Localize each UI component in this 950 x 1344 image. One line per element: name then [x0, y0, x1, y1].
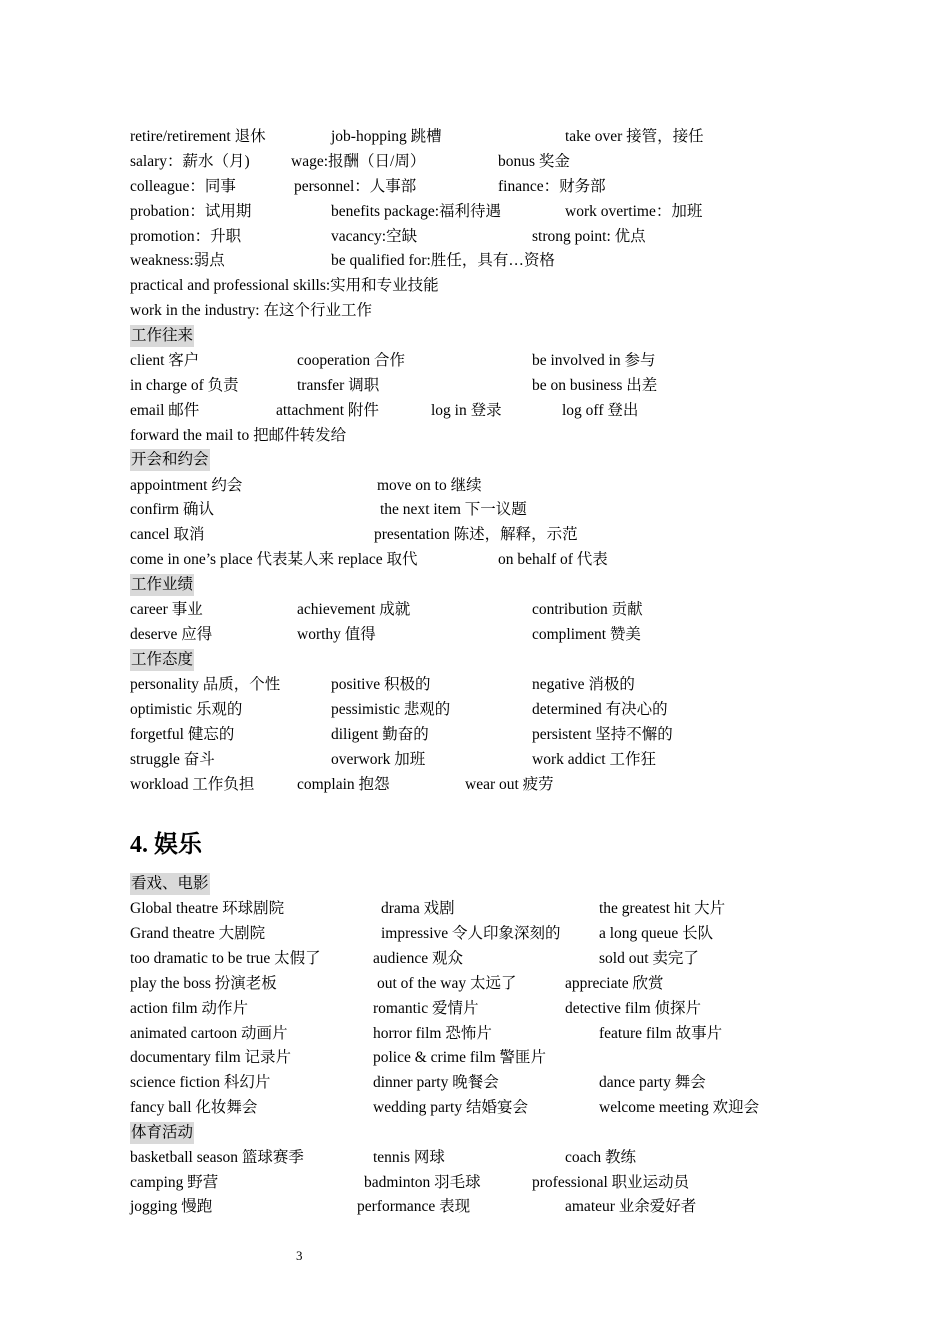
- vocab-row: [0, 298, 950, 323]
- vocab-entry: impressive 令人印象深刻的: [381, 925, 561, 942]
- vocab-entry: be qualified for:胜任，具有…资格: [331, 252, 555, 269]
- vocab-row: [0, 1194, 950, 1219]
- vocab-row: [0, 946, 950, 971]
- vocab-entry: Grand theatre 大剧院: [130, 925, 266, 942]
- vocab-entry: retire/retirement 退休: [130, 128, 266, 145]
- vocab-entry: jogging 慢跑: [130, 1198, 213, 1215]
- vocab-entry: be involved in 参与: [532, 352, 656, 369]
- vocab-entry: vacancy:空缺: [331, 228, 418, 245]
- vocab-entry: badminton 羽毛球: [364, 1174, 481, 1191]
- vocab-entry: personality 品质，个性: [130, 676, 281, 693]
- vocab-entry: email 邮件: [130, 402, 200, 419]
- vocab-entry: basketball season 篮球赛季: [130, 1149, 304, 1166]
- vocab-entry: the next item 下一议题: [380, 501, 527, 518]
- vocab-entry: animated cartoon 动画片: [130, 1025, 288, 1042]
- vocab-entry: move on to 继续: [377, 477, 482, 494]
- vocab-entry: feature film 故事片: [599, 1025, 723, 1042]
- vocab-entry: the greatest hit 大片: [599, 900, 726, 917]
- vocab-entry: job-hopping 跳槽: [331, 128, 442, 145]
- vocab-row: [0, 124, 950, 149]
- vocab-entry: play the boss 扮演老板: [130, 975, 277, 992]
- vocab-entry: persistent 坚持不懈的: [532, 726, 673, 743]
- vocab-entry: attachment 附件: [276, 402, 379, 419]
- vocab-entry: work overtime：加班: [565, 203, 703, 220]
- vocab-entry: sold out 卖完了: [599, 950, 699, 967]
- vocab-row: [0, 996, 950, 1021]
- vocab-entry: contribution 贡献: [532, 601, 643, 618]
- vocab-row: [0, 273, 950, 298]
- section-label-work-contacts: 工作往来: [130, 325, 194, 347]
- vocab-entry: out of the way 太远了: [377, 975, 517, 992]
- vocab-entry: benefits package:福利待遇: [331, 203, 502, 220]
- vocab-entry: weakness:弱点: [130, 252, 225, 269]
- vocab-entry: wear out 疲劳: [465, 776, 554, 793]
- vocab-entry: salary：薪水（月): [130, 153, 250, 170]
- vocab-entry: horror film 恐怖片: [373, 1025, 492, 1042]
- vocab-entry: romantic 爱情片: [373, 1000, 479, 1017]
- vocab-entry: negative 消极的: [532, 676, 635, 693]
- vocab-row: [0, 149, 950, 174]
- vocab-entry: dinner party 晚餐会: [373, 1074, 499, 1091]
- vocab-entry: wedding party 结婚宴会: [373, 1099, 528, 1116]
- vocab-entry: drama 戏剧: [381, 900, 455, 917]
- vocab-row: [0, 772, 950, 797]
- vocab-entry: appreciate 欣赏: [565, 975, 664, 992]
- vocab-row: [0, 697, 950, 722]
- vocab-entry: too dramatic to be true 太假了: [130, 950, 321, 967]
- vocab-entry: presentation 陈述，解释，示范: [374, 526, 578, 543]
- vocab-entry: welcome meeting 欢迎会: [599, 1099, 760, 1116]
- vocab-row: [0, 522, 950, 547]
- vocab-row: [0, 1095, 950, 1120]
- vocab-entry: achievement 成就: [297, 601, 411, 618]
- vocab-entry: deserve 应得: [130, 626, 213, 643]
- vocab-row: [0, 1145, 950, 1170]
- vocab-entry: work addict 工作狂: [532, 751, 656, 768]
- vocab-row: [0, 174, 950, 199]
- vocab-row: [0, 348, 950, 373]
- vocab-row: [0, 373, 950, 398]
- vocab-entry: Global theatre 环球剧院: [130, 900, 285, 917]
- vocab-row: [0, 423, 950, 448]
- vocab-entry: work in the industry: 在这个行业工作: [130, 302, 372, 319]
- vocab-entry: coach 教练: [565, 1149, 637, 1166]
- vocab-entry: in charge of 负责: [130, 377, 239, 394]
- vocab-entry: forgetful 健忘的: [130, 726, 235, 743]
- vocab-entry: workload 工作负担: [130, 776, 255, 793]
- vocab-entry: pessimistic 悲观的: [331, 701, 451, 718]
- vocab-entry: struggle 奋斗: [130, 751, 215, 768]
- vocab-entry: science fiction 科幻片: [130, 1074, 271, 1091]
- vocab-entry: determined 有决心的: [532, 701, 668, 718]
- vocab-entry: optimistic 乐观的: [130, 701, 243, 718]
- vocab-entry: colleague：同事: [130, 178, 236, 195]
- vocab-row: [0, 1170, 950, 1195]
- section-label-performance: 工作业绩: [130, 574, 194, 596]
- vocab-row: [0, 672, 950, 697]
- vocab-entry: log in 登录: [431, 402, 502, 419]
- vocab-row: [0, 1021, 950, 1046]
- vocab-entry: positive 积极的: [331, 676, 431, 693]
- section-label-meetings: 开会和约会: [130, 449, 210, 471]
- vocab-entry: practical and professional skills:实用和专业技能: [130, 277, 439, 294]
- vocab-entry: client 客户: [130, 352, 200, 369]
- entertainment-heading: 4. 娱乐: [130, 832, 202, 858]
- vocab-entry: finance：财务部: [498, 178, 606, 195]
- vocab-entry: forward the mail to 把邮件转发给: [130, 427, 347, 444]
- vocab-entry: professional 职业运动员: [532, 1174, 690, 1191]
- vocab-row: [0, 248, 950, 273]
- vocab-entry: compliment 赞美: [532, 626, 641, 643]
- vocab-entry: career 事业: [130, 601, 203, 618]
- vocab-entry: come in one’s place 代表某人来 replace 取代: [130, 551, 418, 568]
- vocab-row: [0, 921, 950, 946]
- vocab-entry: amateur 业余爱好者: [565, 1198, 697, 1215]
- vocab-entry: personnel：人事部: [294, 178, 417, 195]
- vocab-entry: detective film 侦探片: [565, 1000, 702, 1017]
- vocab-entry: take over 接管，接任: [565, 128, 704, 145]
- vocab-entry: action film 动作片: [130, 1000, 248, 1017]
- vocab-entry: cooperation 合作: [297, 352, 406, 369]
- vocab-row: [0, 398, 950, 423]
- vocab-entry: wage:报酬（日/周）: [291, 153, 426, 170]
- vocab-entry: appointment 约会: [130, 477, 243, 494]
- vocab-entry: tennis 网球: [373, 1149, 445, 1166]
- vocab-entry: diligent 勤奋的: [331, 726, 429, 743]
- vocab-entry: police & crime film 警匪片: [373, 1049, 547, 1066]
- section-label-attitude: 工作态度: [130, 649, 194, 671]
- vocab-row: [0, 473, 950, 498]
- vocab-entry: strong point: 优点: [532, 228, 646, 245]
- vocab-row: [0, 497, 950, 522]
- vocab-entry: performance 表现: [357, 1198, 471, 1215]
- vocab-entry: bonus 奖金: [498, 153, 570, 170]
- vocab-entry: promotion：升职: [130, 228, 242, 245]
- vocab-entry: be on business 出差: [532, 377, 658, 394]
- vocab-entry: documentary film 记录片: [130, 1049, 291, 1066]
- vocab-row: [0, 1070, 950, 1095]
- vocab-entry: probation：试用期: [130, 203, 252, 220]
- vocab-row: [0, 971, 950, 996]
- vocab-entry: a long queue 长队: [599, 925, 714, 942]
- vocab-row: [0, 747, 950, 772]
- vocab-entry: dance party 舞会: [599, 1074, 706, 1091]
- vocab-row: [0, 199, 950, 224]
- vocab-entry: camping 野营: [130, 1174, 219, 1191]
- vocab-entry: audience 观众: [373, 950, 463, 967]
- vocab-row: [0, 597, 950, 622]
- section-label-sports: 体育活动: [130, 1122, 194, 1144]
- section-label-movies: 看戏、电影: [130, 873, 210, 895]
- vocab-row: [0, 1045, 950, 1070]
- vocab-row: [0, 547, 950, 572]
- page-number: 3: [296, 1248, 303, 1263]
- vocab-entry: on behalf of 代表: [498, 551, 608, 568]
- vocab-entry: complain 抱怨: [297, 776, 390, 793]
- vocab-row: [0, 722, 950, 747]
- vocab-entry: cancel 取消: [130, 526, 205, 543]
- vocab-entry: overwork 加班: [331, 751, 426, 768]
- vocab-entry: fancy ball 化妆舞会: [130, 1099, 258, 1116]
- vocab-entry: log off 登出: [562, 402, 639, 419]
- vocab-entry: worthy 值得: [297, 626, 376, 643]
- vocab-entry: confirm 确认: [130, 501, 214, 518]
- vocab-row: [0, 896, 950, 921]
- vocab-row: [0, 224, 950, 249]
- vocab-entry: transfer 调职: [297, 377, 380, 394]
- vocab-row: [0, 622, 950, 647]
